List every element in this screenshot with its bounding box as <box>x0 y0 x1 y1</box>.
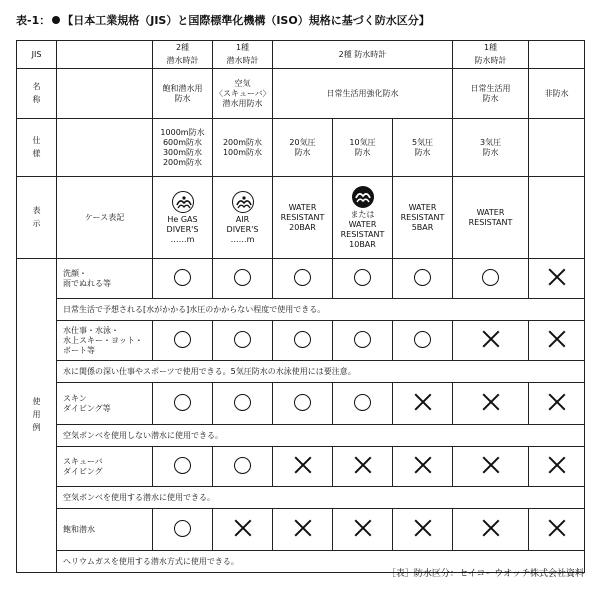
usage-mark <box>333 447 393 487</box>
usage-label <box>57 321 153 361</box>
usage-mark <box>393 259 453 299</box>
cross-mark-icon <box>353 518 373 538</box>
usage-mark <box>393 383 453 425</box>
usage-row <box>17 259 585 299</box>
usage-mark <box>453 259 529 299</box>
usage-label <box>57 259 153 299</box>
cell-line: ……m <box>170 234 195 244</box>
spec-row <box>17 119 585 177</box>
cross-mark-icon <box>413 455 433 475</box>
cell-line: DIVER'S <box>166 224 199 234</box>
display-diver-class2 <box>153 177 213 259</box>
spec-10bar <box>333 119 393 177</box>
name-resistant-class2: 日常生活用強化防水 <box>273 69 453 119</box>
circle-mark-icon <box>354 394 371 411</box>
waterproof-classification-table <box>16 40 585 573</box>
usage-label <box>57 509 153 551</box>
cell-line: 防水 <box>294 147 311 157</box>
cell-line: RESISTANT <box>468 217 513 227</box>
spec-diver-class2 <box>153 119 213 177</box>
cell-line: 100m防水 <box>222 147 263 157</box>
usage-mark <box>453 383 529 425</box>
header-resistant-class1 <box>453 41 529 69</box>
diver-logo-icon <box>172 191 194 213</box>
cell-line: 飽和潜水 <box>63 524 95 534</box>
cross-mark-icon <box>481 518 501 538</box>
usage-mark <box>213 509 273 551</box>
circle-mark-icon <box>482 269 499 286</box>
usage-mark <box>453 509 529 551</box>
cell-line: スキン <box>63 393 87 403</box>
circle-mark-icon <box>354 269 371 286</box>
display-row-label <box>17 177 57 259</box>
cell-line: 雨でぬれる等 <box>63 278 111 288</box>
usage-label <box>57 447 153 487</box>
cross-mark-icon <box>413 392 433 412</box>
page-title <box>16 12 430 28</box>
cell-line: 日常生活用 <box>470 83 511 93</box>
diver-logo-solid-icon <box>352 186 374 208</box>
jis-label: JIS <box>17 41 57 69</box>
cell-line: 20気圧 <box>289 137 316 147</box>
name-row-label <box>17 69 57 119</box>
header-line: 潜水時計 <box>226 55 259 65</box>
cell-line: He GAS <box>167 214 198 224</box>
cell-line: 10BAR <box>349 239 376 249</box>
circle-mark-icon <box>174 394 191 411</box>
cell-line: 防水 <box>354 147 371 157</box>
header-blank <box>529 41 585 69</box>
cell-line: 潜水用防水 <box>222 98 263 108</box>
label-char: 表 <box>32 205 41 215</box>
title-text: 【日本工業規格（JIS）と国際標準化機構（ISO）規格に基づく防水区分】 <box>62 14 430 27</box>
circle-mark-icon <box>234 331 251 348</box>
cell-line: RESISTANT <box>340 229 385 239</box>
cross-mark-icon <box>353 455 373 475</box>
display-3bar <box>453 177 529 259</box>
cell-line: ……m <box>230 234 255 244</box>
spec-3bar <box>453 119 529 177</box>
usage-mark <box>333 383 393 425</box>
usage-note: ヘリウムガスを使用する潜水方式に使用できる。 <box>57 551 585 573</box>
circle-mark-icon <box>234 457 251 474</box>
circle-mark-icon <box>234 394 251 411</box>
name-diver-class2 <box>153 69 213 119</box>
usage-mark <box>333 509 393 551</box>
spec-diver-class1 <box>213 119 273 177</box>
usage-row <box>17 321 585 361</box>
spec-5bar <box>393 119 453 177</box>
usage-mark <box>153 321 213 361</box>
header-diver-class2 <box>153 41 213 69</box>
cell-line: 5気圧 <box>411 137 434 147</box>
cross-mark-icon <box>547 392 567 412</box>
circle-mark-icon <box>234 269 251 286</box>
usage-mark <box>529 383 585 425</box>
name-non-waterproof: 非防水 <box>529 69 585 119</box>
name-diver-class1 <box>213 69 273 119</box>
cross-mark-icon <box>413 518 433 538</box>
usage-row <box>17 383 585 425</box>
case-marking-label: ケース表記 <box>57 177 153 259</box>
cell-line: WATER <box>408 202 437 212</box>
cell-line: スキューバ <box>63 456 103 466</box>
usage-mark <box>333 259 393 299</box>
cell-line: ダイビング <box>63 466 103 476</box>
usage-note-row <box>17 425 585 447</box>
cell-line: 防水 <box>482 147 499 157</box>
display-5bar <box>393 177 453 259</box>
circle-mark-icon <box>354 331 371 348</box>
usage-mark <box>529 509 585 551</box>
usage-mark <box>273 447 333 487</box>
name-resistant-class1 <box>453 69 529 119</box>
name-row <box>17 69 585 119</box>
cell-line: 水仕事・水泳・ <box>63 325 119 335</box>
cell-line: ダイビング等 <box>63 403 111 413</box>
usage-note-row <box>17 361 585 383</box>
usage-mark <box>213 447 273 487</box>
diver-logo-icon <box>232 191 254 213</box>
name-blank <box>57 69 153 119</box>
cell-line: 飽和潜水用 <box>162 83 203 93</box>
cell-line: RESISTANT <box>400 212 445 222</box>
label-char: 使 <box>32 397 41 407</box>
header-line: 1種 <box>235 42 250 52</box>
title-prefix: 表-1： <box>16 14 51 27</box>
usage-note: 空気ボンベを使用しない潜水に使用できる。 <box>57 425 585 447</box>
cell-line: 空気 <box>234 78 251 88</box>
usage-mark <box>333 321 393 361</box>
usage-mark <box>453 321 529 361</box>
display-10bar <box>333 177 393 259</box>
label-char: 様 <box>32 148 41 158</box>
circle-mark-icon <box>174 331 191 348</box>
cell-line: AIR <box>235 214 250 224</box>
cross-mark-icon <box>547 267 567 287</box>
spec-blank <box>57 119 153 177</box>
cell-line: 防水 <box>174 93 191 103</box>
usage-mark <box>529 259 585 299</box>
cross-mark-icon <box>547 329 567 349</box>
header-line: 2種 <box>175 42 190 52</box>
header-line: 防水時計 <box>474 55 507 65</box>
bullet-icon <box>52 16 60 24</box>
label-char: 名 <box>32 81 41 91</box>
usage-mark <box>273 321 333 361</box>
usage-label <box>57 383 153 425</box>
cell-line: 水上スキー・ヨット・ <box>63 335 143 345</box>
label-char: 仕 <box>32 135 41 145</box>
cell-line: 10気圧 <box>349 137 376 147</box>
usage-mark <box>153 447 213 487</box>
usage-mark <box>393 447 453 487</box>
usage-mark <box>213 259 273 299</box>
display-row <box>17 177 585 259</box>
spec-blank <box>529 119 585 177</box>
usage-note-row <box>17 299 585 321</box>
usage-mark <box>453 447 529 487</box>
usage-mark <box>153 383 213 425</box>
usage-mark <box>213 383 273 425</box>
cell-line: WATER <box>288 202 317 212</box>
usage-row <box>17 447 585 487</box>
cross-mark-icon <box>293 455 313 475</box>
cross-mark-icon <box>547 518 567 538</box>
cell-line: 3気圧 <box>479 137 502 147</box>
cell-line: 200m防水 <box>162 157 203 167</box>
usage-section-label <box>17 259 57 573</box>
usage-mark <box>393 509 453 551</box>
cell-line: 防水 <box>414 147 431 157</box>
cell-line: RESISTANT <box>280 212 325 222</box>
cell-line: WATER <box>476 207 505 217</box>
cross-mark-icon <box>481 329 501 349</box>
spec-row-label <box>17 119 57 177</box>
display-diver-class1 <box>213 177 273 259</box>
cross-mark-icon <box>547 455 567 475</box>
usage-mark <box>273 509 333 551</box>
cell-line: DIVER'S <box>226 224 259 234</box>
usage-note-row <box>17 487 585 509</box>
cell-line: 20BAR <box>289 222 316 232</box>
cell-line: 5BAR <box>411 222 434 232</box>
cell-line: 300m防水 <box>162 147 203 157</box>
label-char: 称 <box>32 94 41 104</box>
circle-mark-icon <box>174 520 191 537</box>
cell-line: 1000m防水 <box>160 127 205 137</box>
usage-mark <box>153 509 213 551</box>
usage-mark <box>273 259 333 299</box>
header-blank <box>57 41 153 69</box>
circle-mark-icon <box>294 269 311 286</box>
header-resistant-class2: 2種 防水時計 <box>273 41 453 69</box>
cross-mark-icon <box>481 392 501 412</box>
label-char: 例 <box>32 422 41 432</box>
cell-line: WATER <box>348 219 377 229</box>
label-char: 示 <box>32 218 41 228</box>
usage-mark <box>529 321 585 361</box>
usage-row <box>17 509 585 551</box>
label-char: 用 <box>32 410 41 420</box>
usage-mark <box>529 447 585 487</box>
cell-line: ボート等 <box>63 345 95 355</box>
circle-mark-icon <box>174 457 191 474</box>
display-blank <box>529 177 585 259</box>
display-20bar <box>273 177 333 259</box>
cross-mark-icon <box>233 518 253 538</box>
circle-mark-icon <box>414 269 431 286</box>
circle-mark-icon <box>174 269 191 286</box>
circle-mark-icon <box>414 331 431 348</box>
cell-line: 200m防水 <box>222 137 263 147</box>
cross-mark-icon <box>481 455 501 475</box>
cell-line: 600m防水 <box>162 137 203 147</box>
jis-header-row <box>17 41 585 69</box>
cell-line: 洗顔・ <box>63 268 87 278</box>
spec-20bar <box>273 119 333 177</box>
header-line: 1種 <box>483 42 498 52</box>
usage-mark <box>273 383 333 425</box>
usage-mark <box>153 259 213 299</box>
cell-line: 〈スキューバ〉 <box>215 88 271 98</box>
usage-note: 水に関係の深い仕事やスポーツで使用できる。5気圧防水の水泳使用には要注意。 <box>57 361 585 383</box>
source-caption: ［表］防水区分：セイコーウオッチ株式会社資料 <box>386 569 584 579</box>
usage-mark <box>213 321 273 361</box>
cell-line: 防水 <box>482 93 499 103</box>
cell-line: または <box>350 209 375 219</box>
circle-mark-icon <box>294 394 311 411</box>
usage-note: 日常生活で予想される[水がかかる]水圧のかからない程度で使用できる。 <box>57 299 585 321</box>
usage-mark <box>393 321 453 361</box>
usage-note: 空気ボンベを使用する潜水に使用できる。 <box>57 487 585 509</box>
header-diver-class1 <box>213 41 273 69</box>
header-line: 潜水時計 <box>166 55 199 65</box>
circle-mark-icon <box>294 331 311 348</box>
cross-mark-icon <box>293 518 313 538</box>
